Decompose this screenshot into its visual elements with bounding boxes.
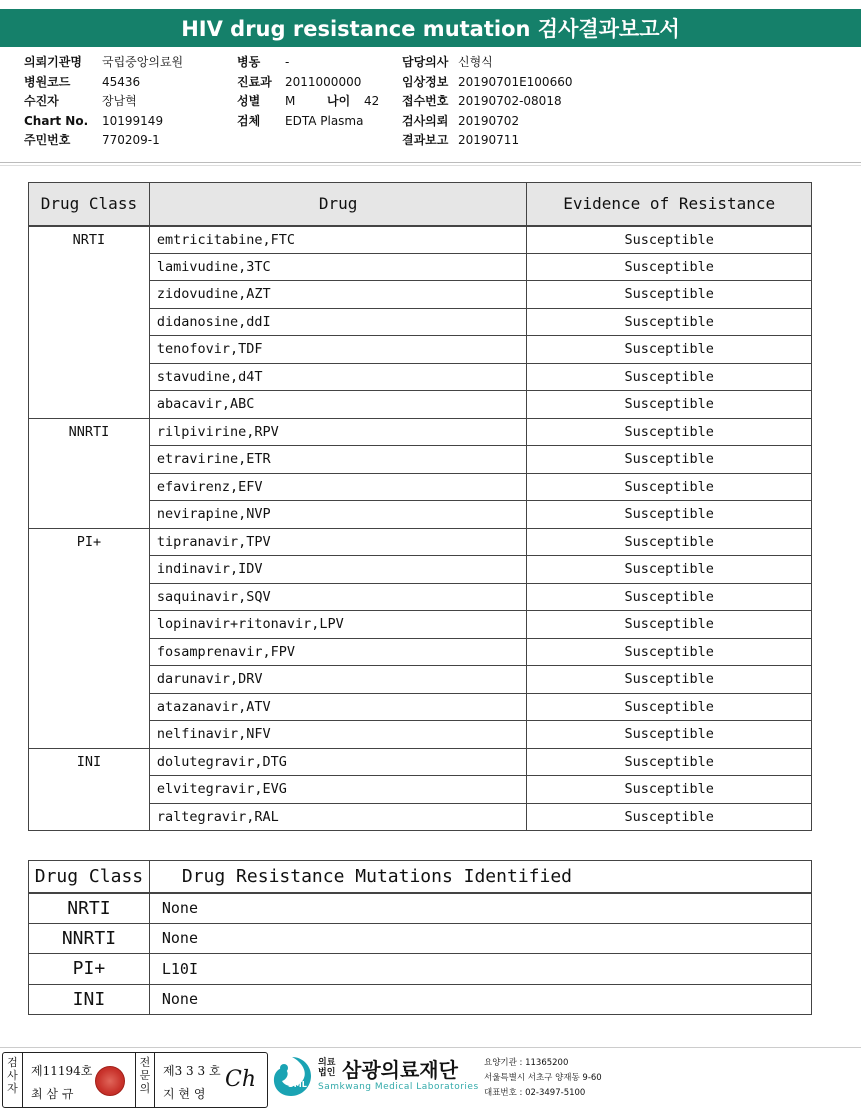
evidence-cell: Susceptible	[527, 253, 812, 281]
evidence-cell: Susceptible	[527, 693, 812, 721]
drug-class-cell: INI	[29, 748, 150, 831]
age-label: 나이	[327, 94, 351, 108]
info-row	[24, 92, 183, 112]
drug-cell: stavudine,d4T	[149, 363, 527, 391]
tester-license: 제11194호	[31, 1064, 93, 1078]
info-row	[24, 53, 183, 73]
info-value: -	[285, 55, 290, 69]
evidence-cell: Susceptible	[527, 308, 812, 336]
info-row	[402, 73, 572, 93]
org-prefix: 의료법인	[318, 1058, 336, 1078]
info-value: 20190702	[458, 113, 520, 128]
evidence-cell: Susceptible	[527, 473, 812, 501]
signature-box	[2, 1052, 268, 1108]
info-value: 2011000000	[285, 74, 362, 89]
info-value: EDTA Plasma	[285, 113, 364, 128]
drug-cell: nevirapine,NVP	[149, 501, 527, 529]
info-value: 20190711	[458, 133, 520, 147]
table-row	[29, 923, 812, 954]
reviewer-name: 지 현 영	[163, 1087, 206, 1101]
contact-line: 서울특별시 서초구 양재동 9-60	[484, 1073, 602, 1083]
header-mutations: Drug Resistance Mutations Identified	[149, 861, 811, 893]
sml-logo-icon	[270, 1054, 315, 1099]
info-row	[402, 131, 572, 151]
evidence-cell: Susceptible	[527, 418, 812, 446]
info-value: 45436	[102, 74, 141, 89]
evidence-cell: Susceptible	[527, 803, 812, 831]
report-title: HIV drug resistance mutation 검사결과보고서	[0, 9, 861, 47]
header-drug: Drug	[149, 183, 527, 226]
info-value: 20190701E100660	[458, 74, 573, 89]
divider	[0, 162, 861, 163]
info-column-1	[24, 53, 183, 151]
drug-cell: darunavir,DRV	[149, 666, 527, 694]
info-value: 10199149	[102, 113, 164, 128]
age-field	[327, 92, 379, 112]
header-drug-class: Drug Class	[29, 861, 150, 893]
org-english: Samkwang Medical Laboratories	[318, 1082, 479, 1092]
info-row	[237, 112, 363, 132]
info-value: M	[285, 94, 296, 108]
info-label: 병동	[237, 55, 261, 69]
evidence-cell: Susceptible	[527, 501, 812, 529]
info-label: 수진자	[24, 94, 59, 108]
footer	[0, 1047, 861, 1116]
info-row	[24, 112, 183, 132]
evidence-cell: Susceptible	[527, 611, 812, 639]
info-value: 국립중앙의료원	[102, 55, 184, 69]
info-value: 신형식	[458, 55, 493, 69]
drug-class-cell: PI+	[29, 528, 150, 748]
info-row	[402, 92, 572, 112]
header-drug-class: Drug Class	[29, 183, 150, 226]
drug-cell: tipranavir,TPV	[149, 528, 527, 556]
divider	[0, 165, 861, 166]
table-row	[29, 748, 812, 776]
evidence-cell: Susceptible	[527, 446, 812, 474]
table-row	[29, 984, 812, 1015]
reviewer-license: 제3 3 3 호	[163, 1064, 221, 1078]
header-evidence: Evidence of Resistance	[527, 183, 812, 226]
reviewer-label: 전문의	[135, 1053, 155, 1107]
logo-text: SML	[288, 1080, 307, 1089]
evidence-cell: Susceptible	[527, 666, 812, 694]
drug-cell: atazanavir,ATV	[149, 693, 527, 721]
info-label: 담당의사	[402, 55, 449, 69]
table-row	[29, 954, 812, 985]
evidence-cell: Susceptible	[527, 528, 812, 556]
drug-cell: lamivudine,3TC	[149, 253, 527, 281]
drug-class-cell: NRTI	[29, 893, 150, 924]
info-value: 장남혁	[102, 94, 137, 108]
info-row	[402, 53, 572, 73]
drug-cell: abacavir,ABC	[149, 391, 527, 419]
drug-cell: nelfinavir,NFV	[149, 721, 527, 749]
drug-cell: zidovudine,AZT	[149, 281, 527, 309]
info-label: 진료과	[237, 74, 272, 89]
table-row	[29, 528, 812, 556]
info-row	[24, 131, 183, 151]
contact-info	[484, 1056, 602, 1101]
tester-label: 검사자	[3, 1053, 23, 1107]
table-row	[29, 418, 812, 446]
patient-info	[0, 53, 861, 163]
evidence-cell: Susceptible	[527, 776, 812, 804]
info-label: 의뢰기관명	[24, 55, 82, 69]
drug-cell: indinavir,IDV	[149, 556, 527, 584]
contact-line: 요양기관 : 11365200	[484, 1058, 569, 1068]
mutations-cell: L10I	[149, 954, 811, 985]
resistance-table	[28, 182, 812, 831]
info-value: 770209-1	[102, 133, 160, 147]
evidence-cell: Susceptible	[527, 721, 812, 749]
drug-cell: rilpivirine,RPV	[149, 418, 527, 446]
reviewer-signature: Ch	[225, 1067, 257, 1092]
info-value: 20190702-08018	[458, 94, 562, 108]
info-label: 검체	[237, 113, 261, 128]
info-row	[24, 73, 183, 93]
info-label: Chart No.	[24, 113, 89, 128]
drug-cell: efavirenz,EFV	[149, 473, 527, 501]
evidence-cell: Susceptible	[527, 748, 812, 776]
table-row	[29, 893, 812, 924]
info-row	[237, 53, 363, 73]
info-label: 주민번호	[24, 133, 71, 147]
info-label: 결과보고	[402, 133, 449, 147]
info-label: 임상정보	[402, 74, 449, 89]
info-label: 접수번호	[402, 94, 449, 108]
evidence-cell: Susceptible	[527, 583, 812, 611]
evidence-cell: Susceptible	[527, 226, 812, 254]
info-label: 병원코드	[24, 74, 71, 89]
info-label: 성별	[237, 94, 261, 108]
drug-cell: elvitegravir,EVG	[149, 776, 527, 804]
drug-class-cell: NRTI	[29, 226, 150, 419]
resistance-table-header	[29, 183, 812, 226]
tester-name: 최 삼 규	[31, 1087, 74, 1101]
age-value: 42	[364, 94, 380, 108]
drug-cell: tenofovir,TDF	[149, 336, 527, 364]
mutation-table	[28, 860, 812, 1015]
info-row	[237, 73, 363, 93]
evidence-cell: Susceptible	[527, 638, 812, 666]
drug-cell: fosamprenavir,FPV	[149, 638, 527, 666]
drug-cell: didanosine,ddI	[149, 308, 527, 336]
drug-cell: emtricitabine,FTC	[149, 226, 527, 254]
drug-class-cell: NNRTI	[29, 923, 150, 954]
drug-class-cell: NNRTI	[29, 418, 150, 528]
info-row	[402, 112, 572, 132]
drug-cell: dolutegravir,DTG	[149, 748, 527, 776]
evidence-cell: Susceptible	[527, 391, 812, 419]
evidence-cell: Susceptible	[527, 363, 812, 391]
table-row	[29, 226, 812, 254]
info-column-3	[402, 53, 572, 151]
drug-cell: saquinavir,SQV	[149, 583, 527, 611]
drug-class-cell: INI	[29, 984, 150, 1015]
mutations-cell: None	[149, 923, 811, 954]
contact-line: 대표번호 : 02-3497-5100	[484, 1088, 586, 1098]
evidence-cell: Susceptible	[527, 336, 812, 364]
evidence-cell: Susceptible	[527, 556, 812, 584]
mutation-table-header	[29, 861, 812, 893]
drug-class-cell: PI+	[29, 954, 150, 985]
evidence-cell: Susceptible	[527, 281, 812, 309]
drug-cell: raltegravir,RAL	[149, 803, 527, 831]
mutations-cell: None	[149, 984, 811, 1015]
drug-cell: lopinavir+ritonavir,LPV	[149, 611, 527, 639]
seal-stamp-icon	[95, 1066, 125, 1096]
org-name: 삼광의료재단	[342, 1058, 458, 1082]
mutations-cell: None	[149, 893, 811, 924]
info-label: 검사의뢰	[402, 113, 449, 128]
drug-cell: etravirine,ETR	[149, 446, 527, 474]
